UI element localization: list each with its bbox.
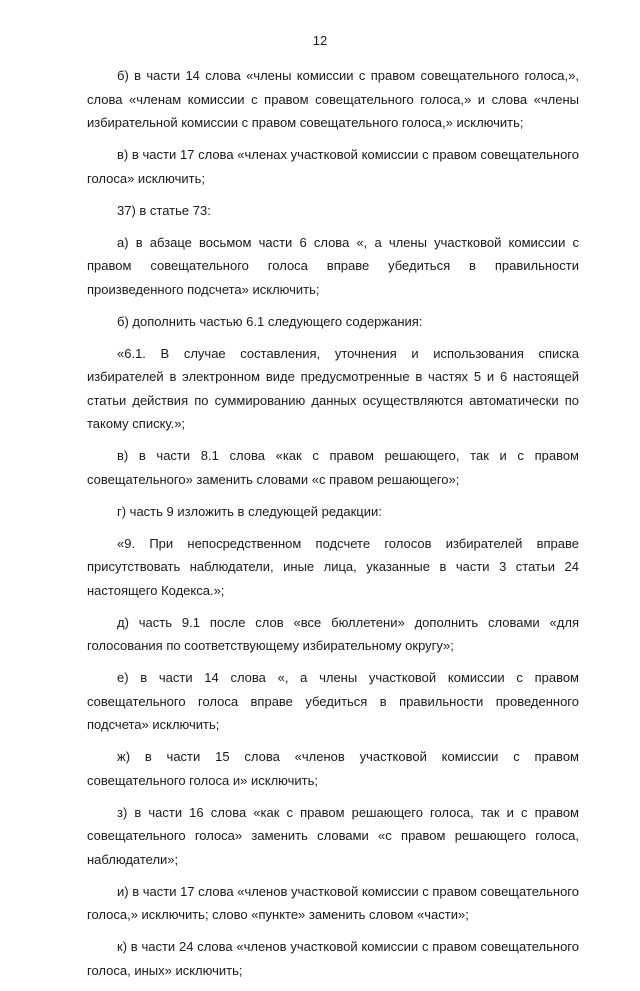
paragraph: «6.1. В случае составления, уточнения и использования списка избирателей в электронном виде предусмотренные в частях 5 и 6 настоящей статьи действия по суммированию данных осуществляются автоматически по такому списку.»; [87,345,579,431]
paragraph: б) в части 14 слова «члены комиссии с правом совещательного голоса,», слова «членам комиссии с правом совещательного голоса,» и слова «члены избирательной комиссии с правом совещательного голоса,» исключить; [87,68,579,130]
page-number: 12 [312,33,328,48]
paragraph: «9. При непосредственном подсчете голосов избирателей вправе присутствовать наблюдатели, иные лица, указанные в части 3 статьи 24 настоящего Кодекса.»; [87,535,579,598]
paragraph: ж) в части 15 слова «членов участковой комиссии с правом совещательного голоса и» исключить; [87,749,579,788]
paragraph: в) в части 17 слова «членах участковой комиссии с правом совещательного голоса» исключить; [87,147,579,186]
paragraph: а) в абзаце восьмом части 6 слова «, а члены участковой комиссии с правом совещательного голоса вправе убедиться в правильности произведенного подсчета» исключить; [87,234,579,297]
paragraph: к) в части 24 слова «членов участковой комиссии с правом совещательного голоса, иных» исключить; [87,939,579,978]
paragraph: д) часть 9.1 после слов «все бюллетени» дополнить словами «для голосования по соответствующему избирательному округу»; [87,614,579,653]
paragraph: е) в части 14 слова «, а члены участковой комиссии с правом совещательного голоса вправе убедиться в правильности проведенного подсчета» исключить; [87,670,579,732]
paragraph: г) часть 9 изложить в следующей редакции: [117,503,382,519]
paragraph: б) дополнить частью 6.1 следующего содержания: [117,313,423,329]
paragraph: и) в части 17 слова «членов участковой комиссии с правом совещательного голоса,» исключить; слово «пункте» заменить словом «части»; [87,883,579,922]
paragraph: 37) в статье 73: [117,202,211,218]
paragraph: з) в части 16 слова «как с правом решающего голоса, так и с правом совещательного голоса» заменить словами «с правом решающего голоса, наблюдатели»; [87,804,579,867]
paragraph: в) в части 8.1 слова «как с правом решающего, так и с правом совещательного» заменить словами «с правом решающего»; [87,448,579,487]
document-body [87,64,579,991]
